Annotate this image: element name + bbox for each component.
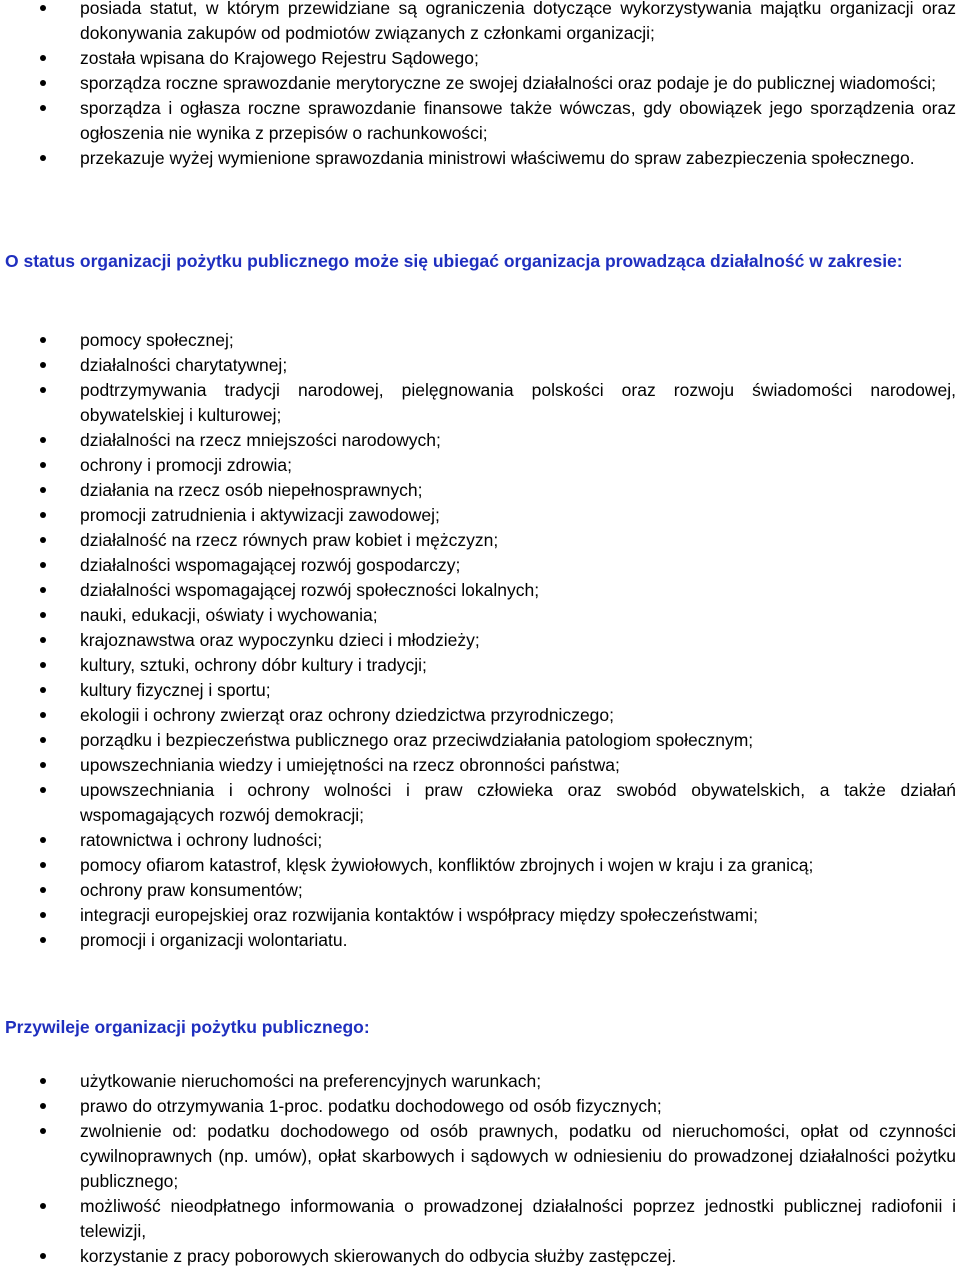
bullet-icon xyxy=(40,1078,46,1084)
bullet-icon xyxy=(40,155,46,161)
list-item: integracji europejskiej oraz rozwijania kontaktów i współpracy między społeczeństwami; xyxy=(0,903,960,928)
bullet-icon xyxy=(40,362,46,368)
bullet-icon xyxy=(40,1203,46,1209)
bullet-icon xyxy=(40,887,46,893)
list-item: sporządza i ogłasza roczne sprawozdanie finansowe także wówczas, gdy obowiązek jego sporządzenia oraz ogłoszenia nie wynika z przepisów o rachunkowości; xyxy=(0,96,960,146)
bullet-icon xyxy=(40,5,46,11)
bullet-icon xyxy=(40,737,46,743)
list-item: sporządza roczne sprawozdanie merytoryczne ze swojej działalności oraz podaje je do publicznej wiadomości; xyxy=(0,71,960,96)
list-item: działalności charytatywnej; xyxy=(0,353,960,378)
list-item: kultury fizycznej i sportu; xyxy=(0,678,960,703)
list-item: działalności wspomagającej rozwój gospodarczy; xyxy=(0,553,960,578)
list-item: działalność na rzecz równych praw kobiet i mężczyzn; xyxy=(0,528,960,553)
list-item: nauki, edukacji, oświaty i wychowania; xyxy=(0,603,960,628)
section-heading-status: O status organizacji pożytku publicznego może się ubiegać organizacja prowadząca działalność w zakresie: xyxy=(5,251,903,271)
bullet-icon xyxy=(40,912,46,918)
bullet-icon xyxy=(40,662,46,668)
bullet-icon xyxy=(40,1128,46,1134)
bullet-icon xyxy=(40,80,46,86)
bullet-icon xyxy=(40,105,46,111)
section-heading-privileges: Przywileje organizacji pożytku publicznego: xyxy=(5,1017,370,1037)
bullet-icon xyxy=(40,687,46,693)
bullet-icon xyxy=(40,562,46,568)
list-item: posiada statut, w którym przewidziane są ograniczenia dotyczące wykorzystywania majątku organizacji oraz dokonywania zakupów od podmiotów związanych z członkami organizacji; xyxy=(0,0,960,46)
bullet-icon xyxy=(40,637,46,643)
list-item: podtrzymywania tradycji narodowej, pielęgnowania polskości oraz rozwoju świadomości narodowej, obywatelskiej i kulturowej; xyxy=(0,378,960,428)
list-item: przekazuje wyżej wymienione sprawozdania ministrowi właściwemu do spraw zabezpieczenia społecznego. xyxy=(0,146,960,171)
list-item: promocji i organizacji wolontariatu. xyxy=(0,928,960,953)
bullet-icon xyxy=(40,1253,46,1259)
list-item: pomocy społecznej; xyxy=(0,328,960,353)
requirements-list xyxy=(0,0,960,171)
list-item: ekologii i ochrony zwierząt oraz ochrony dziedzictwa przyrodniczego; xyxy=(0,703,960,728)
bullet-icon xyxy=(40,437,46,443)
list-item: korzystanie z pracy poborowych skierowanych do odbycia służby zastępczej. xyxy=(0,1244,960,1269)
bullet-icon xyxy=(40,612,46,618)
bullet-icon xyxy=(40,537,46,543)
privileges-list xyxy=(0,1069,960,1269)
bullet-icon xyxy=(40,512,46,518)
list-item: ochrony i promocji zdrowia; xyxy=(0,453,960,478)
bullet-icon xyxy=(40,487,46,493)
list-item: kultury, sztuki, ochrony dóbr kultury i tradycji; xyxy=(0,653,960,678)
activity-areas-list xyxy=(0,328,960,953)
bullet-icon xyxy=(40,762,46,768)
bullet-icon xyxy=(40,937,46,943)
bullet-icon xyxy=(40,862,46,868)
bullet-icon xyxy=(40,1103,46,1109)
bullet-icon xyxy=(40,837,46,843)
list-item: porządku i bezpieczeństwa publicznego oraz przeciwdziałania patologiom społecznym; xyxy=(0,728,960,753)
list-item: działalności na rzecz mniejszości narodowych; xyxy=(0,428,960,453)
bullet-icon xyxy=(40,387,46,393)
list-item: prawo do otrzymywania 1-proc. podatku dochodowego od osób fizycznych; xyxy=(0,1094,960,1119)
list-item: pomocy ofiarom katastrof, klęsk żywiołowych, konfliktów zbrojnych i wojen w kraju i za granicą; xyxy=(0,853,960,878)
list-item: ratownictwa i ochrony ludności; xyxy=(0,828,960,853)
bullet-icon xyxy=(40,337,46,343)
bullet-icon xyxy=(40,712,46,718)
list-item: promocji zatrudnienia i aktywizacji zawodowej; xyxy=(0,503,960,528)
list-item: upowszechniania i ochrony wolności i praw człowieka oraz swobód obywatelskich, a także działań wspomagających rozwój demokracji; xyxy=(0,778,960,828)
list-item: możliwość nieodpłatnego informowania o prowadzonej działalności poprzez jednostki publicznej radiofonii i telewizji, xyxy=(0,1194,960,1244)
list-item: działania na rzecz osób niepełnosprawnych; xyxy=(0,478,960,503)
list-item: krajoznawstwa oraz wypoczynku dzieci i młodzieży; xyxy=(0,628,960,653)
bullet-icon xyxy=(40,462,46,468)
list-item: użytkowanie nieruchomości na preferencyjnych warunkach; xyxy=(0,1069,960,1094)
list-item: upowszechniania wiedzy i umiejętności na rzecz obronności państwa; xyxy=(0,753,960,778)
list-item: została wpisana do Krajowego Rejestru Sądowego; xyxy=(0,46,960,71)
list-item: ochrony praw konsumentów; xyxy=(0,878,960,903)
list-item: zwolnienie od: podatku dochodowego od osób prawnych, podatku od nieruchomości, opłat od czynności cywilnoprawnych (np. umów), opłat skarbowych i sądowych w odniesieniu do prowadzonej działalności pożytku publicznego; xyxy=(0,1119,960,1194)
bullet-icon xyxy=(40,587,46,593)
list-item: działalności wspomagającej rozwój społeczności lokalnych; xyxy=(0,578,960,603)
bullet-icon xyxy=(40,787,46,793)
bullet-icon xyxy=(40,55,46,61)
